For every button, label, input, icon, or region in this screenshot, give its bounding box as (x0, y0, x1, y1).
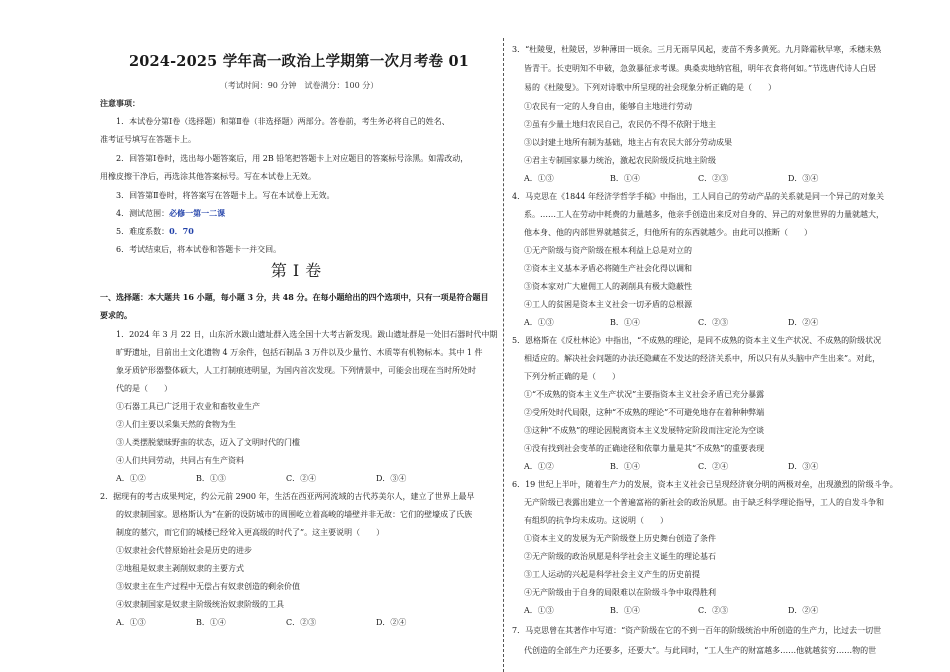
notice-item-4 (116, 208, 225, 219)
q5-option-d: D．③④ (788, 462, 819, 471)
exam-title: 2024-2025 学年高一政治上学期第一次月考卷 01 (128, 53, 470, 70)
q2-statement-2: ②地租是奴隶主剥削奴隶的主要方式 (116, 564, 244, 573)
q1-stem-4: 代的是（ ） (116, 384, 172, 393)
q3-stem-3: 易的《杜陵叟》。下列对诗歌中所呈现的社会现象分析正确的是（ ） (524, 83, 776, 92)
q4-statement-3: ③资本家对广大雇佣工人的剥削具有极大隐蔽性 (524, 282, 692, 291)
q6-statement-4: ④无产阶级由于自身的局限难以在阶级斗争中取得胜利 (524, 588, 716, 597)
test-scope: 必修一第一二课 (169, 208, 226, 218)
q6-option-a: A．①③ (524, 606, 554, 615)
q1-option-d: D．③④ (376, 474, 407, 483)
q1-statement-4: ④人们共同劳动，共同占有生产资料 (116, 456, 244, 465)
notice-item-1: 1．本试卷分第Ⅰ卷（选择题）和第Ⅱ卷（非选择题）两部分。答卷前，考生务必将自己的姓名、 (116, 117, 450, 126)
exam-info: （考试时间：90 分钟 试卷满分：100 分） (219, 81, 379, 90)
section-intro-cont: 要求的。 (100, 310, 132, 320)
q5-option-a: A．①② (524, 462, 554, 471)
q2-statement-3: ③奴隶主在生产过程中无偿占有奴隶创造的剩余价值 (116, 582, 300, 591)
q4-statement-4: ④工人的贫困是资本主义社会一切矛盾的总根源 (524, 300, 692, 309)
q2-option-b: B．①④ (196, 618, 226, 627)
q1-statement-3: ③人类摆脱蒙昧野蛮的状态，迈入了文明时代的门槛 (116, 438, 300, 447)
q2-stem: 2．据现有的考古成果判定，约公元前 2900 年，生活在西亚两河流域的古代苏美尔人，建立了世界上最早 (100, 492, 475, 501)
q2-statement-1: ①奴隶社会代替原始社会是历史的进步 (116, 546, 252, 555)
q4-statement-2: ②资本主义基本矛盾必将随生产社会化得以调和 (524, 264, 692, 273)
q1-option-a: A．①② (116, 474, 146, 483)
section-title: 第Ⅰ卷 (270, 261, 328, 280)
q3-statement-3: ③以封建土地所有制为基础，地主占有农民大部分劳动成果 (524, 138, 732, 147)
q6-stem: 6．19 世纪上半叶，随着生产力的发展，资本主义社会已呈现经济衰分明的两极对垒，出现激烈的阶级斗争。 (512, 480, 898, 489)
q5-statement-4: ④没有找到社会变革的正确途径和依靠力量是其“不成熟”的重要表现 (524, 444, 765, 453)
notice-item-3: 3．回答第Ⅱ卷时，将答案写在答题卡上。写在本试卷上无效。 (116, 191, 335, 200)
q3-statement-4: ④君主专制国家暴力统治，激起农民阶级反抗地主阶级 (524, 156, 716, 165)
q2-option-a: A．①③ (116, 618, 146, 627)
q3-option-b: B．①④ (610, 174, 640, 183)
q2-statement-4: ④奴隶制国家是奴隶主阶级统治奴隶阶级的工具 (116, 600, 284, 609)
q4-option-d: D．②④ (788, 318, 819, 327)
notice-item-2-cont: 用橡皮擦干净后，再选涂其他答案标号。写在本试卷上无效。 (100, 172, 316, 181)
q4-option-a: A．①③ (524, 318, 554, 327)
q5-statement-1: ①“不成熟的资本主义生产状况”主要指资本主义社会矛盾已充分暴露 (524, 390, 765, 399)
notice-item-6: 6．考试结束后，将本试卷和答题卡一并交回。 (116, 245, 282, 254)
q7-stem-2: 代创造的全部生产力还要多，还要大”。与此同时，“工人生产的财富越多……他就越贫穷……物的世 (524, 646, 877, 655)
q6-option-b: B．①④ (610, 606, 640, 615)
q2-stem-3: 制度的墓穴，而它们的城楼已经耸入更高级的时代了”。这主要说明（ ） (116, 528, 385, 537)
q5-stem: 5．恩格斯在《反杜林论》中指出，“不成熟的理论，是同不成熟的资本主义生产状况、不成熟的阶级状况 (512, 336, 882, 345)
q5-option-c: C．②④ (698, 462, 729, 471)
q1-statement-2: ②人们主要以采集天然的食物为生 (116, 420, 236, 429)
q3-statement-1: ①农民有一定的人身自由，能够自主地进行劳动 (524, 102, 692, 111)
q5-option-b: B．①④ (610, 462, 640, 471)
q2-option-d: D．②④ (376, 618, 407, 627)
notice-heading: 注意事项： (100, 98, 140, 108)
notice-item-5-label: 5．难度系数： (116, 227, 170, 236)
q3-option-d: D．③④ (788, 174, 819, 183)
q5-statement-3: ③这种“不成熟”的理论因脱离资本主义发展特定阶段而注定沦为空谈 (524, 426, 765, 435)
q1-option-c: C．②④ (286, 474, 317, 483)
section-intro: 一、选择题：本大题共 16 小题，每小题 3 分，共 48 分。在每小题给出的四个选项中，只有一项是符合题目 (100, 292, 489, 302)
q4-option-c: C．②③ (698, 318, 729, 327)
q1-option-b: B．①③ (196, 474, 226, 483)
q5-statement-2: ②受所处时代局限，这种“不成熟的理论”不可避免地存在着种种弊端 (524, 408, 765, 417)
column-divider (503, 38, 504, 672)
notice-item-4-label: 4．测试范围： (116, 209, 170, 218)
q7-stem: 7．马克思曾在其著作中写道：“资产阶级在它的不到一百年的阶级统治中所创造的生产力，比过去一切世 (512, 626, 882, 635)
q3-stem-2: 皆青干。长吏明知不申破，急敛暴征求考课。典桑卖地纳官租，明年衣食将何如。”节选唐代诗人白居 (524, 64, 877, 73)
q5-stem-2: 相适应的。解决社会问题的办法还隐藏在不发达的经济关系中，所以只有从头脑中产生出来”。对此， (524, 354, 881, 363)
q6-stem-2: 无产阶级已表露出建立一个普遍富裕的新社会的政治夙愿。由于缺乏科学理论指导，工人的自发斗争和 (524, 498, 884, 507)
q2-option-c: C．②③ (286, 618, 317, 627)
q6-statement-2: ②无产阶级的政治夙愿是科学社会主义诞生的理论基石 (524, 552, 716, 561)
notice-item-5 (116, 226, 194, 237)
q1-statement-1: ①石器工具已广泛用于农业和畜牧业生产 (116, 402, 260, 411)
q6-option-d: D．②④ (788, 606, 819, 615)
q3-option-a: A．①③ (524, 174, 554, 183)
q4-stem-3: 他本身、他的内部世界就越贫乏，归他所有的东西就越少。由此可以推断（ ） (524, 228, 812, 237)
q1-stem-3: 象牙质铲形器整体硕大，人工打制痕迹明显，为国内首次发现。下列情景中，可能会出现在当时所处时 (116, 366, 476, 375)
q1-stem: 1．2024 年 3 月 22 日，山东沂水跋山遗址群入选全国十大考古新发现。跋山遗址群是一处旧石器时代中期 (116, 330, 498, 339)
q3-option-c: C．②③ (698, 174, 729, 183)
q1-stem-2: 旷野遗址，目前出土文化遗物 4 万余件，包括石制品 3 万件以及少量竹、木质等有机物标本。其中 1 件 (116, 348, 483, 357)
difficulty-value: 0．70 (169, 226, 194, 236)
notice-item-2: 2．回答第Ⅰ卷时，选出每小题答案后，用 2B 铅笔把答题卡上对应题目的答案标号涂黑。如需改动， (116, 154, 469, 163)
q3-statement-2: ②虽有少量土地归农民自己，农民仍不得不依附于地主 (524, 120, 716, 129)
q6-stem-3: 有组织的抗争均未成功。这说明（ ） (524, 516, 668, 525)
q4-option-b: B．①④ (610, 318, 640, 327)
notice-item-1-cont: 准考证号填写在答题卡上。 (100, 135, 196, 144)
q6-option-c: C．②③ (698, 606, 729, 615)
q4-statement-1: ①无产阶级与资产阶级在根本利益上总是对立的 (524, 246, 692, 255)
q4-stem-2: 系。……工人在劳动中耗费的力量越多，他亲手创造出来反对自身的、异己的对象世界的力量就越大， (524, 210, 884, 219)
q6-statement-1: ①资本主义的发展为无产阶级登上历史舞台创造了条件 (524, 534, 716, 543)
q4-stem: 4．马克思在《1844 年经济学哲学手稿》中指出，工人同自己的劳动产品的关系就是同一个异己的对象关 (512, 192, 884, 201)
q5-stem-3: 下列分析正确的是（ ） (524, 372, 620, 381)
q3-stem: 3．“杜陵叟，杜陵居，岁种薄田一顷余。三月无雨旱风起，麦苗不秀多黄死。九月降霜秋早寒，禾穗未熟 (512, 45, 882, 54)
q2-stem-2: 的奴隶制国家。恩格斯认为“在新的设防城市的周围屹立着高峻的墙壁并非无故：它们的壁壕成了氏族 (116, 510, 473, 519)
q6-statement-3: ③工人运动的兴起是科学社会主义产生的历史前提 (524, 570, 700, 579)
